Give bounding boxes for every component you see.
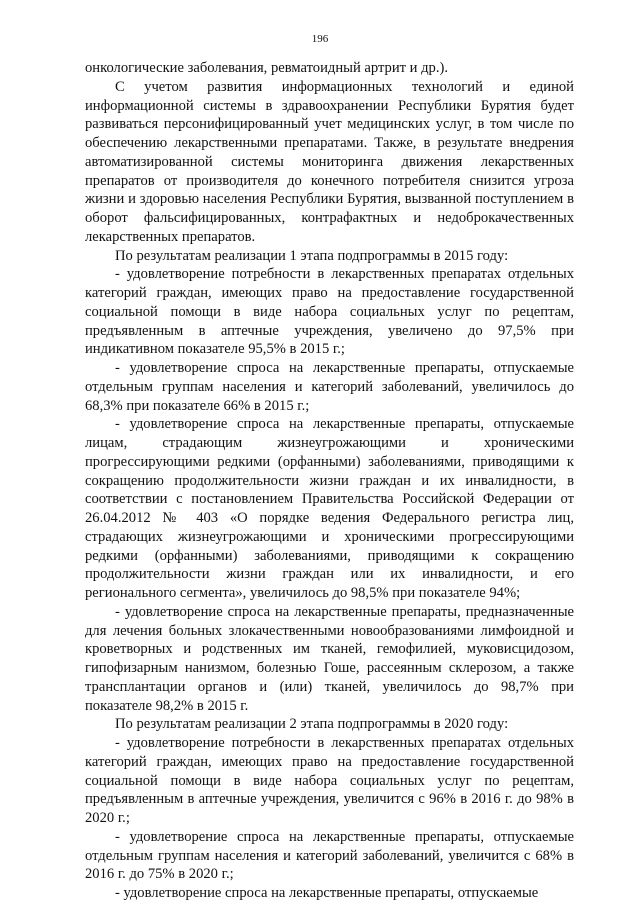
paragraph: По результатам реализации 1 этапа подпрограммы в 2015 году: [115,247,509,264]
paragraph: По результатам реализации 2 этапа подпрограммы в 2020 году: [115,716,509,733]
paragraph: онкологические заболевания, ревматоидный артрит и др.). [85,60,449,76]
page-number: 196 [311,33,329,45]
list-item: - удовлетворение спроса на лекарственные препараты, отпускаемые отдельным группам населения и категорий заболеваний, увеличится с 68% в 2016 г. до 75% в 2020 г.; [85,828,574,883]
paragraph: С учетом развития информационных технологий и единой информационной системы в здравоохранении Республики Бурятия будет развиваться персонифицированный учет медицинских услуг, в том числе по обеспечению лекарственными препаратами. Также, в результате внедрения автоматизированной системы мониторинга движения лекарственных препаратов от производителя до конечного потребителя снизится угроза жизни и здоровью населения Республики Бурятия, вызванной поступлением в оборот фальсифицированных, контрафактных и недоброкачественных лекарственных препаратов. [85,78,574,245]
list-item: - удовлетворение спроса на лекарственные препараты, предназначенные для лечения больных злокачественными новообразованиями лимфоидной и кроветворных и родственных им тканей, гемофилией, муковисцидозом, гипофизарным нанизмом, болезнью Гоше, рассеянным склерозом, а также трансплантации органов и (или) тканей, увеличилось до 98,7% при показателе 98,2% в 2015 г. [85,603,574,714]
list-item: - удовлетворение спроса на лекарственные препараты, отпускаемые [115,885,539,901]
list-item: - удовлетворение потребности в лекарственных препаратах отдельных категорий граждан, имеющих право на предоставление государственной социальной помощи в виде набора социальных услуг по рецептам, предъявленным в аптечные учреждения, увеличено до 97,5% при индикативном показателе 95,5% в 2015 г.; [85,266,574,358]
document-body [85,59,574,903]
list-item: - удовлетворение спроса на лекарственные препараты, отпускаемые отдельным группам населения и категорий заболеваний, увеличилось до 68,3% при показателе 66% в 2015 г.; [85,360,574,414]
list-item: - удовлетворение спроса на лекарственные препараты, отпускаемые лицам, страдающим жизнеугрожающими и хроническими прогрессирующими редкими (орфанными) заболеваниями, приводящими к сокращению продолжительности жизни граждан и их инвалидности, в соответствии с постановлением Правительства Российской Федерации от 26.04.2012 № 403 «О порядке ведения Федерального регистра лиц, страдающих жизнеугрожающими и хроническими прогрессирующими редкими (орфанными) заболеваниями, приводящими к сокращению продолжительности жизни граждан или их инвалидности, и его регионального сегмента», увеличилось до 98,5% при показателе 94%; [85,416,574,601]
list-item: - удовлетворение потребности в лекарственных препаратах отдельных категорий граждан, имеющих право на предоставление государственной социальной помощи в виде набора социальных услуг по рецептам, предъявленным в аптечные учреждения, увеличится с 96% в 2016 г. до 98% в 2020 г.; [85,735,574,826]
